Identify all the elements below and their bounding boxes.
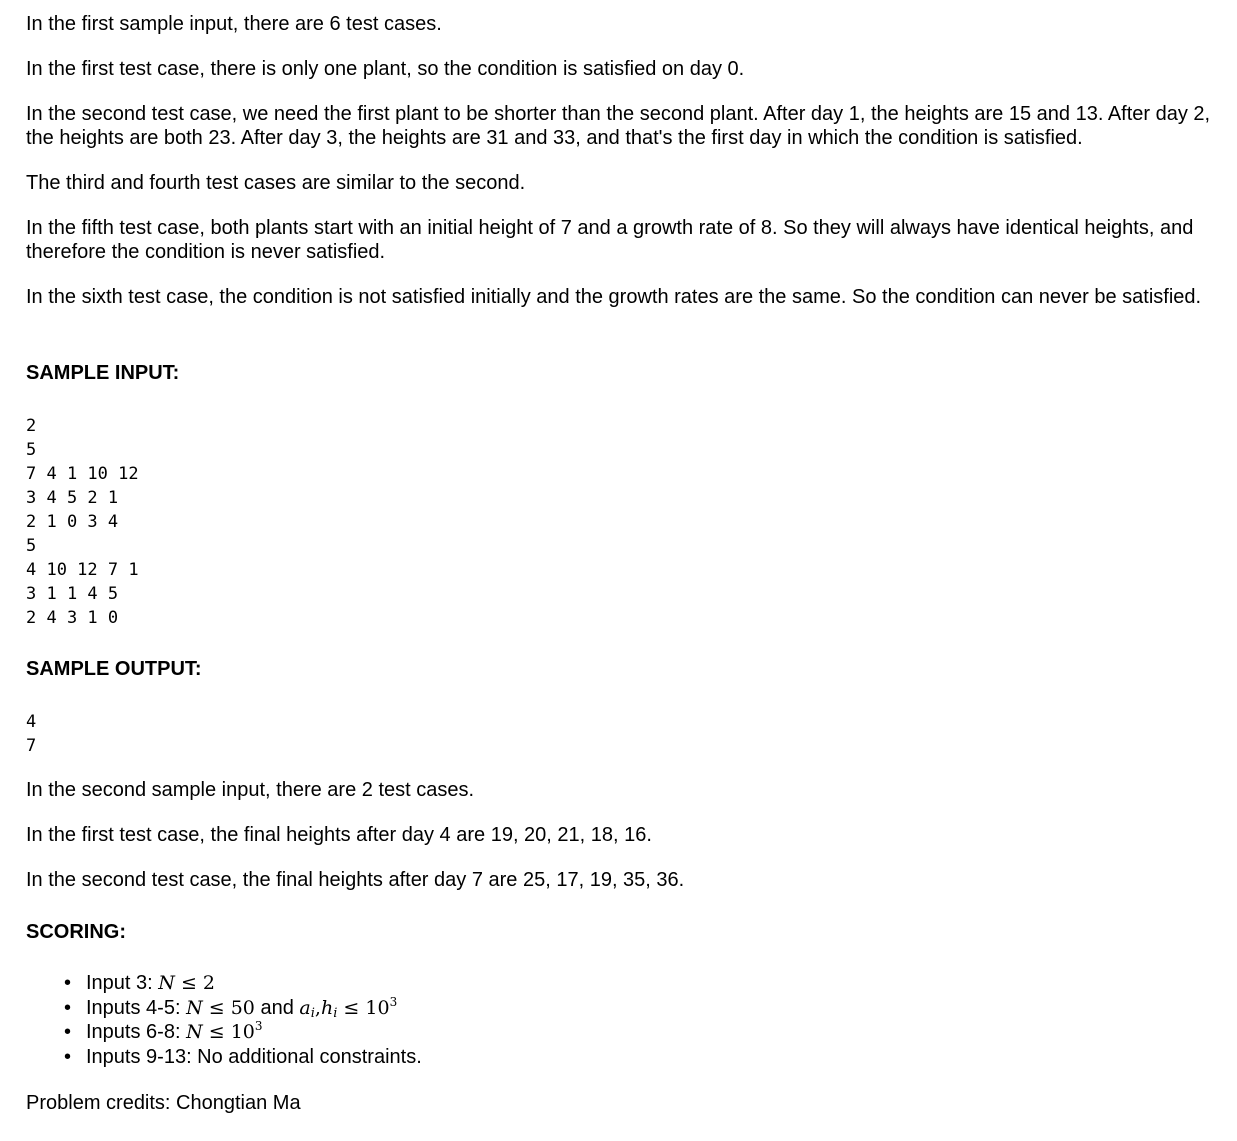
explanation-test-case-6: In the sixth test case, the condition is not satisfied initially and the growth rates are the same. So the condition can never be satisfied. bbox=[26, 286, 1202, 308]
sample-input-line: 3 4 5 2 1 bbox=[26, 488, 119, 508]
explanation-test-cases-3-4: The third and fourth test cases are similar to the second. bbox=[26, 172, 526, 194]
explanation-second-sample-intro: In the second sample input, there are 2 test cases. bbox=[26, 779, 475, 801]
sample-output-line: 4 bbox=[26, 712, 37, 732]
math-constraint: $N \le 10^3$ bbox=[186, 1019, 263, 1043]
sample-input-line: 5 bbox=[26, 440, 37, 460]
bullet-icon: • bbox=[64, 996, 72, 1019]
math-constraint: $a_i,h_i \le 10^3$ bbox=[299, 994, 398, 1021]
sample-input-line: 2 bbox=[26, 416, 37, 436]
scoring-heading: SCORING: bbox=[26, 921, 126, 943]
scoring-item-inputs-9-13: • Inputs 9-13: No additional constraints. bbox=[64, 1045, 422, 1068]
explanation-second-sample-case-2: In the second test case, the final heights after day 7 are 25, 17, 19, 35, 36. bbox=[26, 869, 685, 891]
sample-input-line: 3 1 1 4 5 bbox=[26, 584, 119, 604]
sample-output-heading: SAMPLE OUTPUT: bbox=[26, 658, 202, 680]
scoring-list bbox=[26, 971, 422, 1069]
sample-input-line: 5 bbox=[26, 536, 37, 556]
bullet-icon: • bbox=[64, 1021, 72, 1043]
bullet-icon: • bbox=[64, 1045, 72, 1068]
math-constraint: N ≤ 50 bbox=[186, 996, 255, 1019]
explanation-test-case-2: In the second test case, we need the first plant to be shorter than the second plant. After day 1, the heights are 15 and 13. After day 2, the heights are both 23. After day 3, the heights are 31 and 33, and that's the first day in which the condition is satisfied. bbox=[26, 103, 1211, 149]
explanation-second-sample-case-1: In the first test case, the final heights after day 4 are 19, 20, 21, 18, 16. bbox=[26, 824, 652, 846]
problem-credits: Problem credits: Chongtian Ma bbox=[26, 1092, 301, 1114]
explanation-test-case-5: In the fifth test case, both plants start with an initial height of 7 and a growth rate of 8. So they will always have identical heights, and therefore the condition is never satisfied. bbox=[26, 217, 1194, 263]
sample-output-line: 7 bbox=[26, 736, 37, 756]
sample-input-heading: SAMPLE INPUT: bbox=[26, 362, 180, 384]
scoring-item-input-3: • Input 3: N ≤ 2 bbox=[64, 972, 216, 994]
sample-input-line: 7 4 1 10 12 bbox=[26, 464, 139, 484]
scoring-item-inputs-6-8: • Inputs 6-8: $N \le 10^3$ bbox=[64, 1019, 263, 1043]
explanation-test-case-1: In the first test case, there is only one plant, so the condition is satisfied on day 0. bbox=[26, 58, 745, 80]
scoring-item-inputs-4-5: • Inputs 4-5: N ≤ 50 and $a_i,h_i \le 10^3$ bbox=[64, 994, 398, 1021]
sample-input-line: 2 1 0 3 4 bbox=[26, 512, 119, 532]
sample-input-line: 4 10 12 7 1 bbox=[26, 560, 139, 580]
math-constraint: N ≤ 2 bbox=[158, 972, 216, 994]
sample-input-line: 2 4 3 1 0 bbox=[26, 608, 119, 628]
explanation-first-sample-intro: In the first sample input, there are 6 test cases. bbox=[26, 13, 442, 35]
bullet-icon: • bbox=[64, 972, 72, 994]
